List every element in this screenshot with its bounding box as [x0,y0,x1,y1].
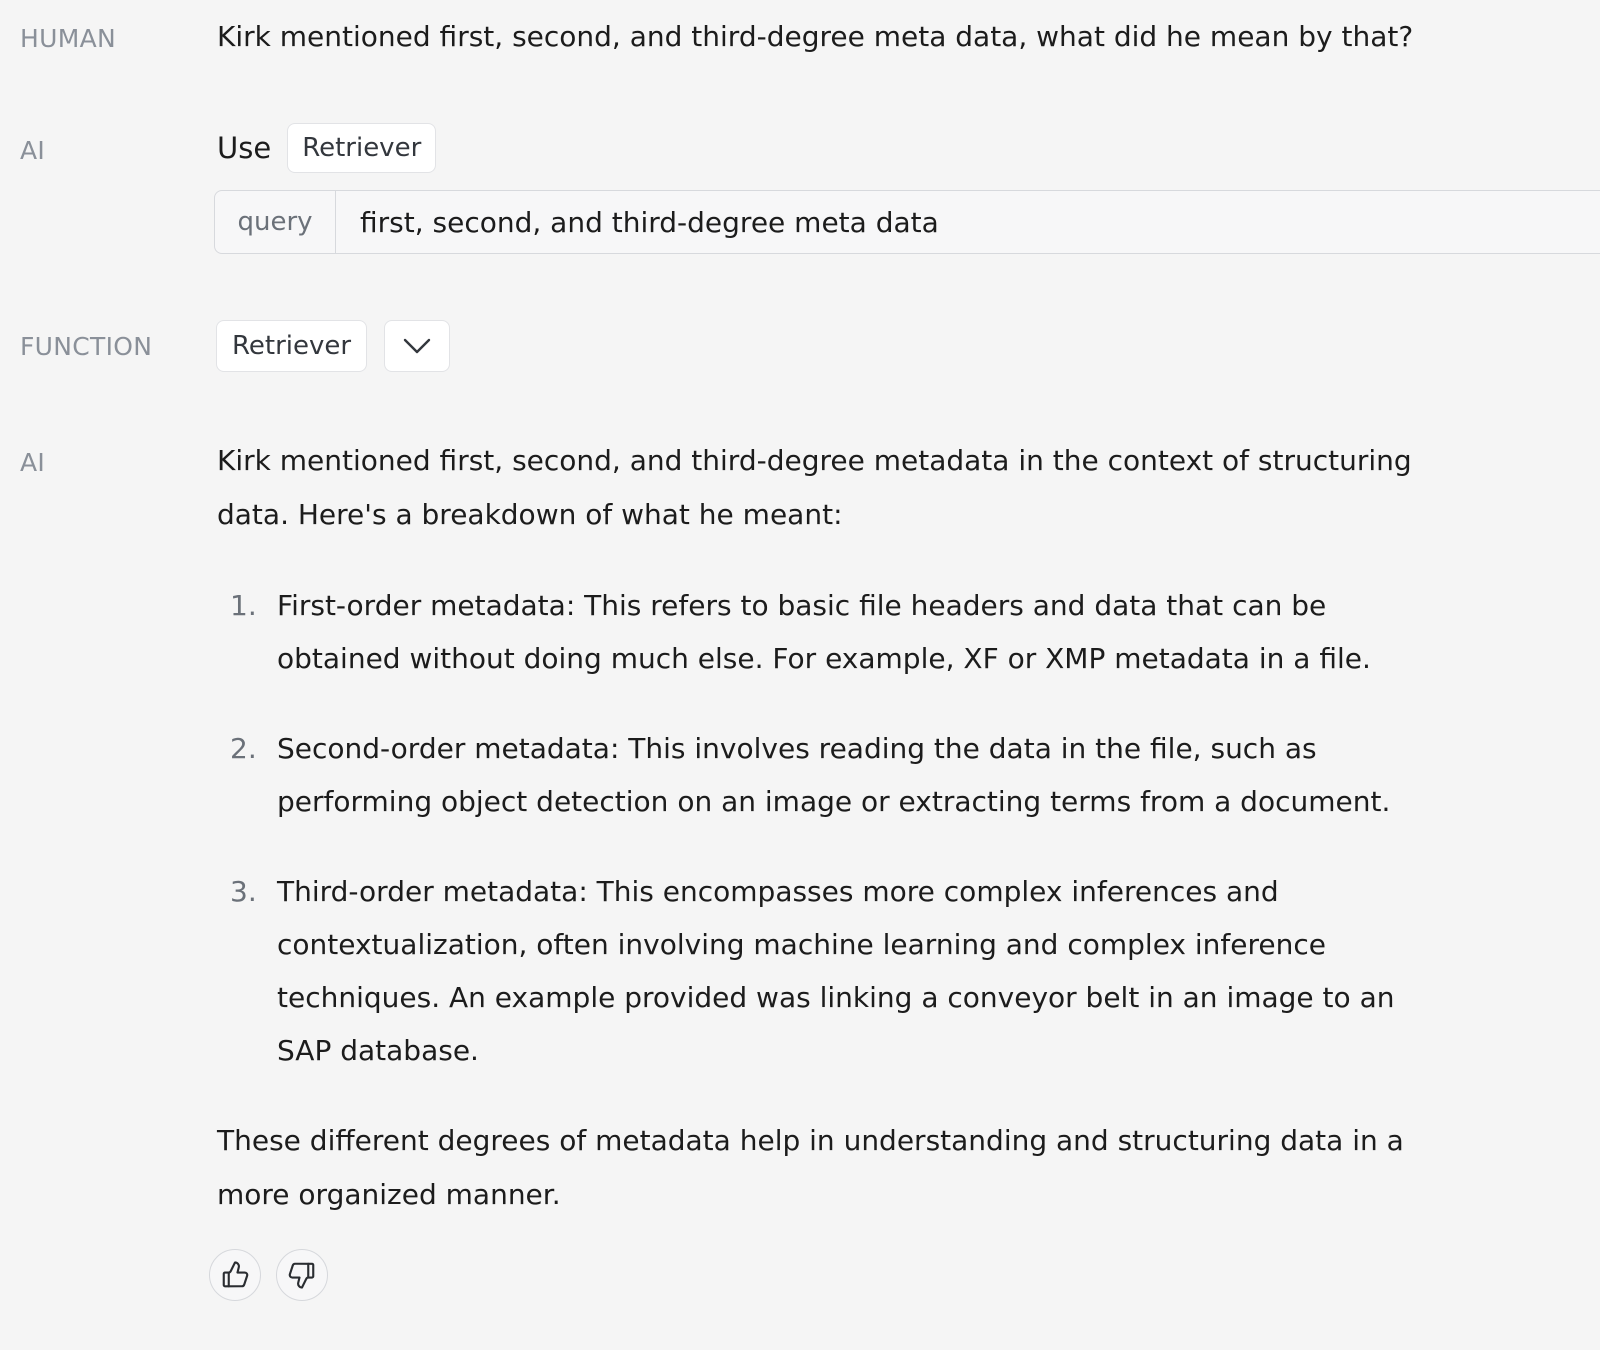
role-label: AI [20,136,46,165]
list-item-text: Third-order metadata: This encompasses more complex inferences and contextualization, often involving machine learning and complex inference techniques. An example provided was linking a conveyor belt in an image to an SAP database. [277,875,1395,1067]
thumbs-up-icon [220,1260,250,1290]
argument-key: query [215,191,336,253]
answer-intro: Kirk mentioned first, second, and third-degree metadata in the context of structuring data. Here's a breakdown of what he meant: [217,444,1412,531]
like-button[interactable] [209,1249,261,1301]
tool-argument-row [214,190,1600,254]
role-label: AI [20,448,46,477]
argument-value: first, second, and third-degree meta data [360,205,939,239]
chevron-down-icon [403,337,431,355]
dislike-button[interactable] [276,1249,328,1301]
list-number: 1. [230,589,257,622]
list-number: 3. [230,875,257,908]
role-label: HUMAN [20,24,116,53]
use-label: Use [217,131,272,165]
answer-list [217,579,1432,1077]
human-message-text: Kirk mentioned first, second, and third-degree meta data, what did he mean by that? [217,20,1414,53]
list-item [217,579,1432,685]
list-item-text: First-order metadata: This refers to basic file headers and data that can be obtained without doing much else. For example, XF or XMP metadata in a file. [277,589,1371,675]
list-item [217,865,1432,1077]
role-label: FUNCTION [20,332,153,361]
answer-conclusion: These different degrees of metadata help in understanding and structuring data in a more organized manner. [217,1124,1404,1211]
feedback-bar [209,1249,343,1301]
list-number: 2. [230,732,257,765]
tool-name-chip: Retriever [287,123,436,173]
list-item-text: Second-order metadata: This involves reading the data in the file, such as performing object detection on an image or extracting terms from a document. [277,732,1391,818]
thumbs-down-icon [287,1260,317,1290]
list-item [217,722,1432,828]
function-name-chip: Retriever [216,320,367,372]
expand-function-output-button[interactable] [384,320,450,372]
